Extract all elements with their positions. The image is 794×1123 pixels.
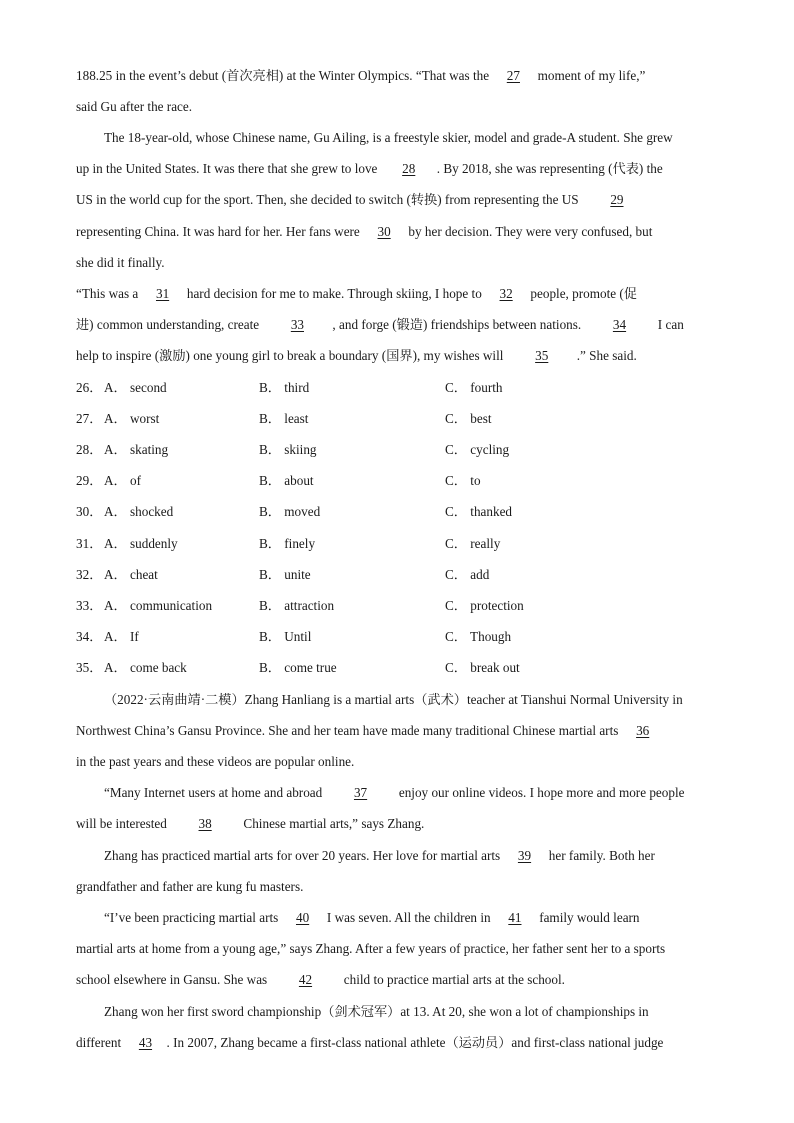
option-c[interactable]: C． protection [445, 598, 524, 613]
blank-39[interactable]: 39 [517, 848, 532, 863]
passage1-line-3: The 18-year-old, whose Chinese name, Gu Ailing, is a freestyle skier, model and grade-A student. She grew [104, 130, 673, 145]
blank-34[interactable]: 34 [612, 317, 627, 332]
option-b[interactable]: B． Until [259, 629, 312, 644]
passage1-line-8: “This was a 31 hard decision for me to make. Through skiing, I hope to 32 people, promote (促 [76, 284, 719, 304]
blank-29[interactable]: 29 [610, 192, 624, 207]
passage1-line-1: 188.25 in the event’s debut (首次亮相) at the Winter Olympics. “That was the 27 moment of my life,” [76, 66, 719, 86]
passage2-line-4: “Many Internet users at home and abroad 37 enjoy our online videos. I hope more and more people [104, 783, 719, 803]
blank-31[interactable]: 31 [155, 286, 170, 301]
option-a[interactable]: A． worst [104, 411, 160, 426]
option-c[interactable]: C． really [445, 536, 501, 551]
option-c[interactable]: C． cycling [445, 442, 510, 457]
passage2-line-8: “I’ve been practicing martial arts 40 I was seven. All the children in 41 family would learn [104, 908, 719, 928]
passage2-line-10: school elsewhere in Gansu. She was 42 child to practice martial arts at the school. [76, 970, 719, 990]
blank-40[interactable]: 40 [295, 910, 310, 925]
blank-43[interactable]: 43 [138, 1035, 153, 1050]
question-number: 30． [76, 504, 103, 519]
option-b[interactable]: B． come true [259, 660, 337, 675]
option-a[interactable]: A． skating [104, 442, 169, 457]
option-b[interactable]: B． unite [259, 567, 311, 582]
passage2-line-7: grandfather and father are kung fu masters. [76, 879, 304, 894]
passage2-line-1: （2022·云南曲靖·二模）Zhang Hanliang is a martial arts（武术）teacher at Tianshui Normal University in [104, 692, 683, 707]
option-c[interactable]: C． to [445, 473, 481, 488]
passage2-line-9: martial arts at home from a young age,” says Zhang. After a few years of practice, her father sent her to a sports [76, 941, 666, 956]
option-c[interactable]: C． fourth [445, 380, 503, 395]
option-a[interactable]: A． If [104, 629, 139, 644]
question-number: 32． [76, 567, 103, 582]
passage1-line-6: representing China. It was hard for her. Her fans were 30 by her decision. They were very confused, but [76, 222, 719, 242]
option-a[interactable]: A． cheat [104, 567, 158, 582]
option-b[interactable]: B． skiing [259, 442, 317, 457]
question-number: 26． [76, 380, 103, 395]
option-c[interactable]: C． break out [445, 660, 520, 675]
option-b[interactable]: B． finely [259, 536, 316, 551]
question-number: 35． [76, 660, 103, 675]
question-number: 34． [76, 629, 103, 644]
option-a[interactable]: A． come back [104, 660, 187, 675]
blank-27[interactable]: 27 [506, 68, 520, 83]
option-a[interactable]: A． shocked [104, 504, 174, 519]
option-c[interactable]: C． thanked [445, 504, 513, 519]
question-number: 28． [76, 442, 103, 457]
passage1-line-4: up in the United States. It was there that she grew to love 28 . By 2018, she was representing (代表) the [76, 159, 719, 179]
blank-36[interactable]: 36 [636, 723, 650, 738]
blank-37[interactable]: 37 [353, 785, 368, 800]
blank-32[interactable]: 32 [499, 286, 513, 301]
passage2-line-11: Zhang won her first sword championship（剑术冠军）at 13. At 20, she won a lot of championships in [104, 1004, 649, 1019]
option-c[interactable]: C． Though [445, 629, 512, 644]
option-b[interactable]: B． least [259, 411, 309, 426]
passage2-line-5: will be interested 38 Chinese martial arts,” says Zhang. [76, 814, 719, 834]
option-a[interactable]: A． second [104, 380, 167, 395]
option-b[interactable]: B． about [259, 473, 314, 488]
option-b[interactable]: B． attraction [259, 598, 335, 613]
question-number: 31． [76, 536, 103, 551]
blank-38[interactable]: 38 [198, 816, 212, 831]
passage2-line-2: Northwest China’s Gansu Province. She and her team have made many traditional Chinese martial arts 36 [76, 721, 719, 741]
passage1-line-5: US in the world cup for the sport. Then, she decided to switch (转换) from representing the US 29 [76, 190, 719, 210]
blank-28[interactable]: 28 [402, 161, 416, 176]
option-c[interactable]: C． add [445, 567, 490, 582]
passage1-line-9: 进) common understanding, create 33 , and forge (锻造) friendships between nations. 34 I can [76, 315, 719, 335]
option-a[interactable]: A． of [104, 473, 141, 488]
option-a[interactable]: A． communication [104, 598, 213, 613]
question-number: 27． [76, 411, 103, 426]
blank-41[interactable]: 41 [508, 910, 522, 925]
blank-42[interactable]: 42 [298, 972, 313, 987]
passage2-line-6: Zhang has practiced martial arts for over 20 years. Her love for martial arts 39 her family. Both her [104, 846, 719, 866]
passage1-line-7: she did it finally. [76, 255, 165, 270]
passage2-line-3: in the past years and these videos are popular online. [76, 754, 355, 769]
option-a[interactable]: A． suddenly [104, 536, 178, 551]
blank-35[interactable]: 35 [535, 348, 549, 363]
question-number: 33． [76, 598, 103, 613]
option-b[interactable]: B． moved [259, 504, 321, 519]
option-c[interactable]: C． best [445, 411, 492, 426]
passage2-line-12: different 43 . In 2007, Zhang became a first-class national athlete（运动员）and first-class national judge [76, 1033, 719, 1053]
blank-30[interactable]: 30 [377, 224, 391, 239]
question-number: 29． [76, 473, 103, 488]
passage1-line-2: said Gu after the race. [76, 99, 193, 114]
passage1-line-10: help to inspire (激励) one young girl to break a boundary (国界), my wishes will 35 .” She said. [76, 346, 719, 366]
blank-33[interactable]: 33 [290, 317, 304, 332]
option-b[interactable]: B． third [259, 380, 310, 395]
